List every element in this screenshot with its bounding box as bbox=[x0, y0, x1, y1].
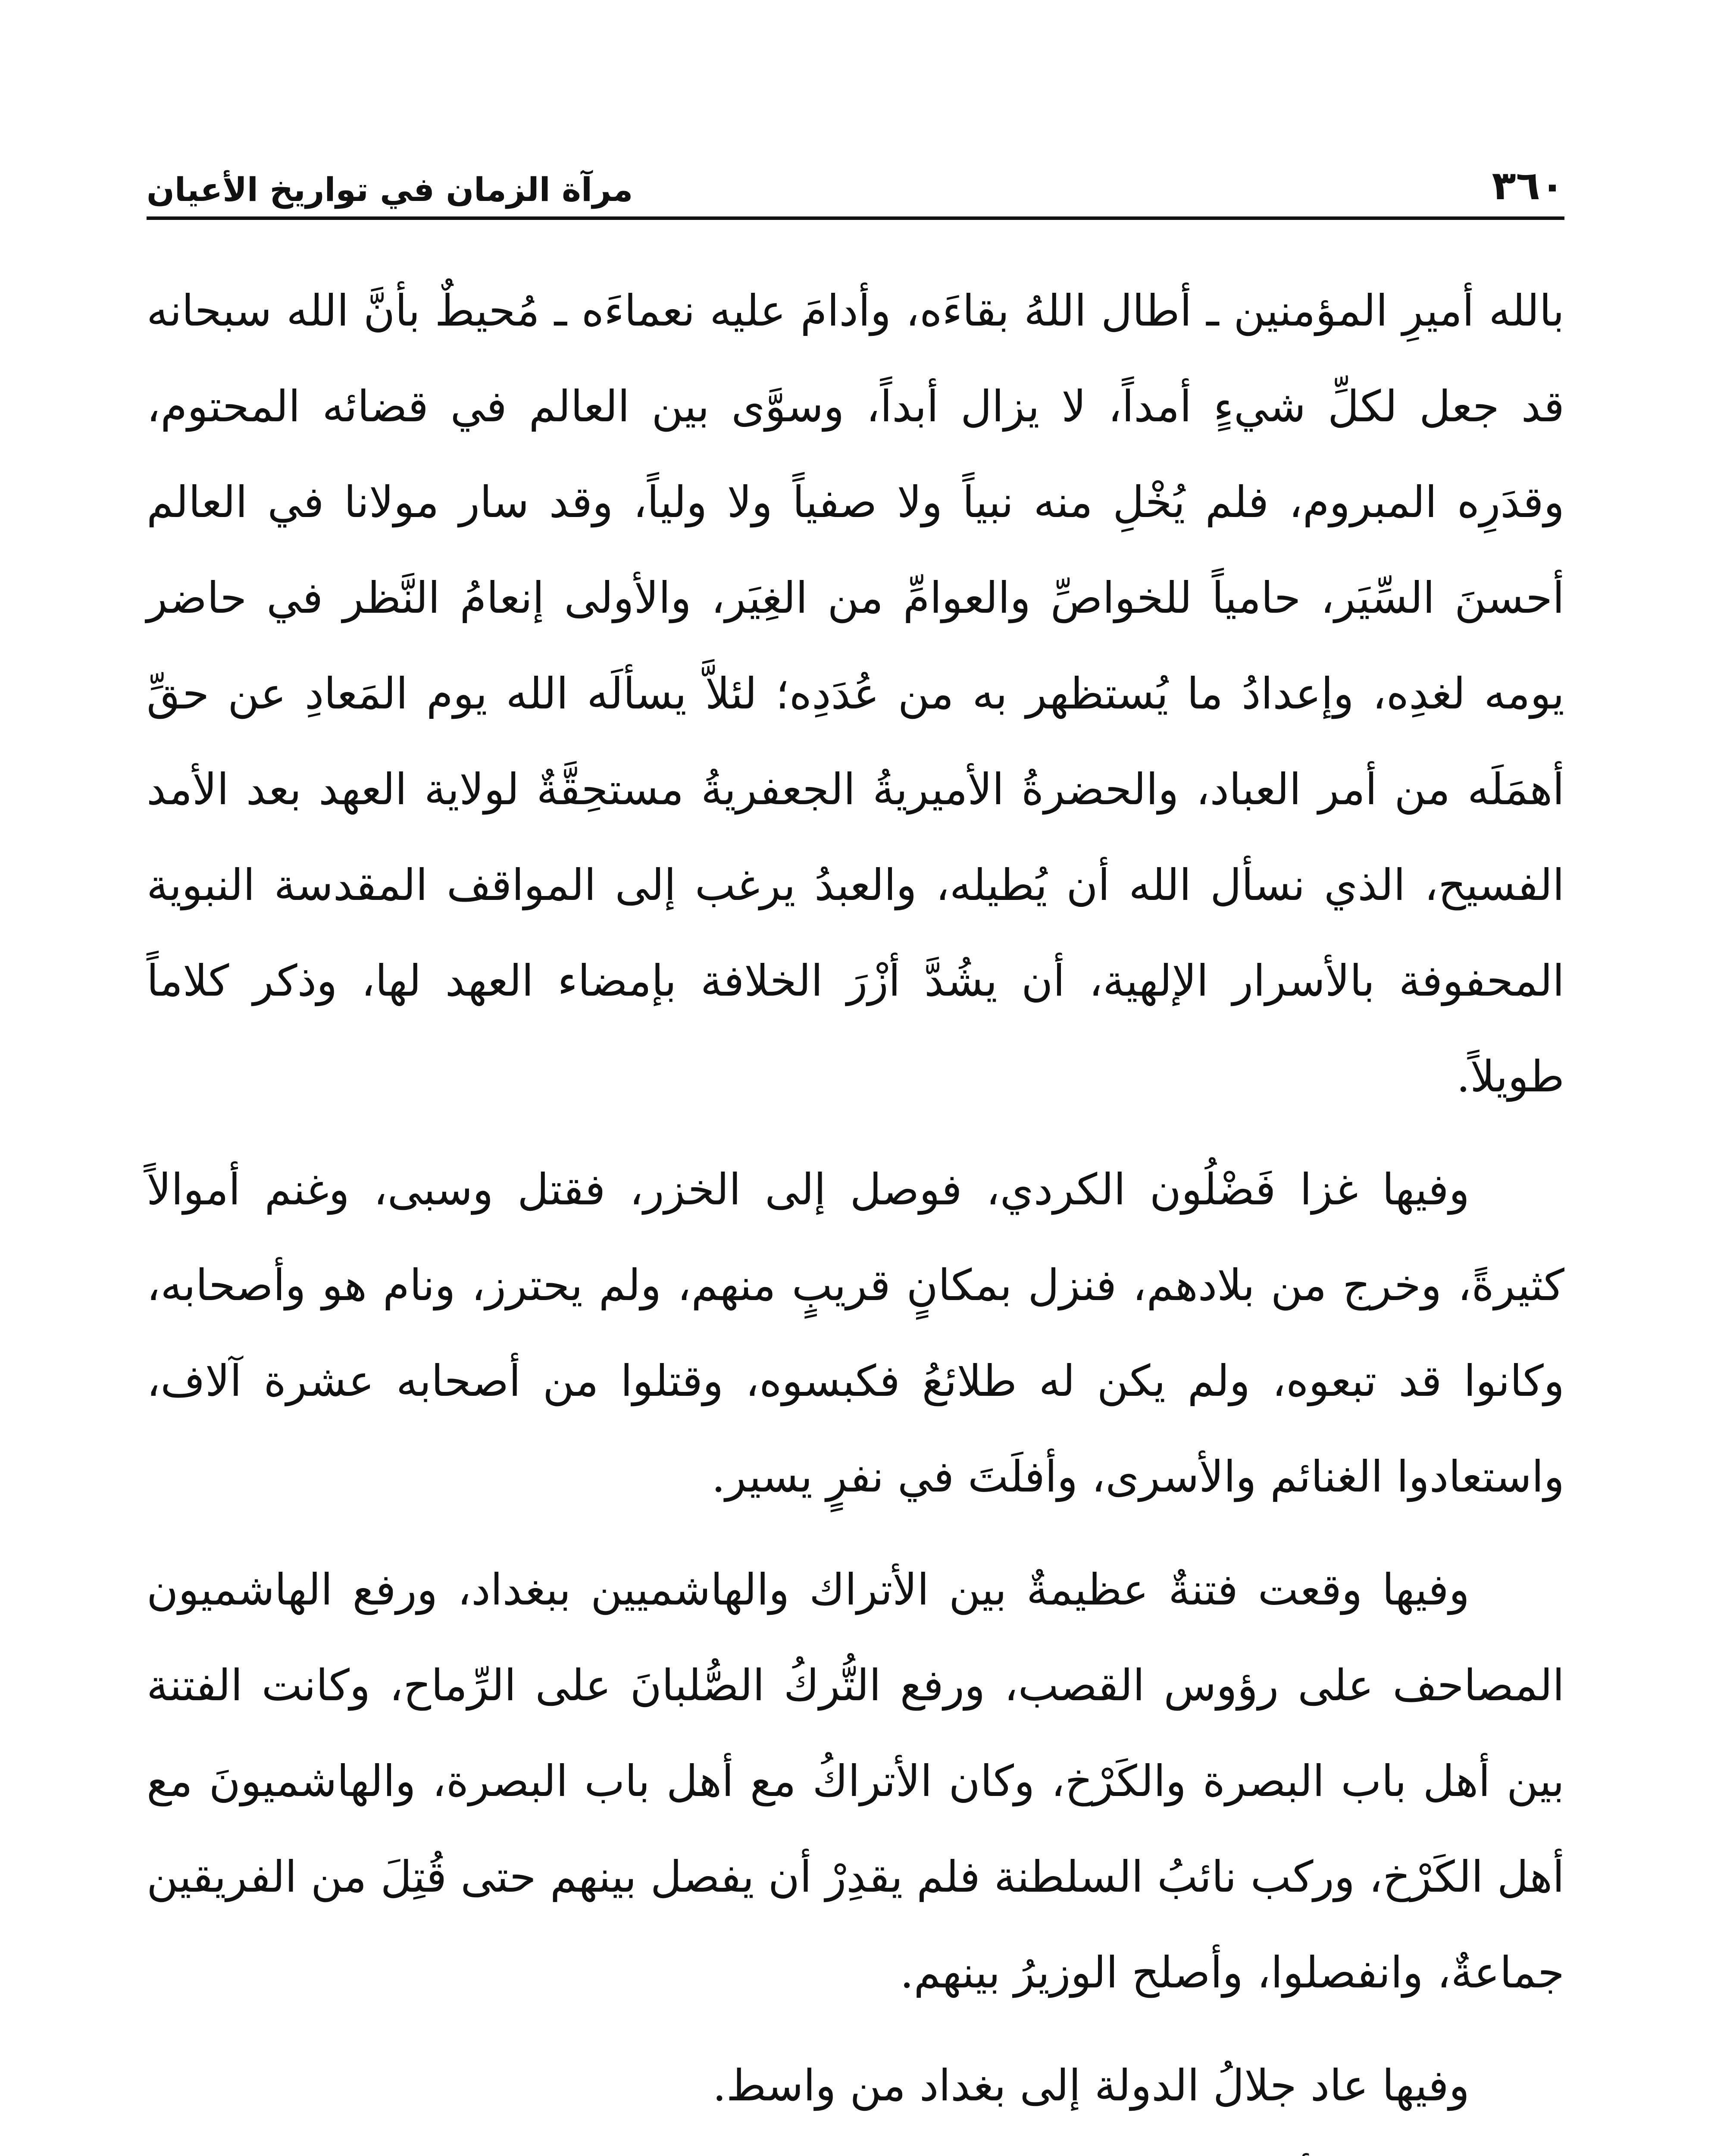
book-title: مرآة الزمان في تواريخ الأعيان bbox=[147, 170, 633, 209]
line-jalal-al-dawla: وفيها عاد جلالُ الدولة إلى بغداد من واسط. bbox=[712, 2060, 1470, 2111]
paragraph-fadlun-raid: وفيها غزا فَضْلُون الكردي، فوصل إلى الخزر، فقتل وسبى، وغنم أموالاً كثيرةً، وخرج من بلادهم، فنزل بمكانٍ قريبٍ منهم، ولم يحترز، ونام هو وأصحابه، وكانوا قد تبعوه، ولم يكن له طلائعُ فكبسوه، وقتلوا من أصحابه عشرة آلاف، واستعادوا الغنائم والأسرى، وأفلَتَ في نفرٍ يسير. bbox=[147, 1164, 1564, 1502]
running-header bbox=[147, 155, 1564, 220]
page-number: ٣٦٠ bbox=[1492, 163, 1564, 209]
paragraph-continuation: بالله أميرِ المؤمنين ـ أطال اللهُ بقاءَه، وأدامَ عليه نعماءَه ـ مُحيطٌ بأنَّ الله سبحانه قد جعل لكلِّ شيءٍ أمداً، لا يزال أبداً، وسوَّى بين العالم في قضائه المحتوم، وقدَرِه المبروم، فلم يُخْلِ منه نبياً ولا صفياً ولا ولياً، وقد سار مولانا في العالم أحسنَ السِّيَر، حامياً للخواصِّ والعوامِّ من الغِيَر، والأولى إنعامُ النَّظر في حاضر يومه لغدِه، وإعدادُ ما يُستظهر به من عُدَدِه؛ لئلاَّ يسألَه الله يوم المَعادِ عن حقِّ أهمَلَه من أمر العباد، والحضرةُ الأميريةُ الجعفريةُ مستحِقَّةٌ لولاية العهد بعد الأمد الفسيح، الذي نسأل الله أن يُطيله، والعبدُ يرغب إلى المواقف المقدسة النبوية المحفوفة بالأسرار الإلهية، أن يشُدَّ أزْرَ الخلافة بإمضاء العهد لها، وذكر كلاماً طويلاً. bbox=[147, 285, 1564, 1102]
body-text bbox=[147, 263, 1564, 2156]
paragraph-baghdad-fitna: وفيها وقعت فتنةٌ عظيمةٌ بين الأتراك والهاشميين ببغداد، ورفع الهاشميون المصاحف على رؤوس القصب، ورفع التُّركُ الصُّلبانَ على الرِّماح، وكانت الفتنة بين أهل باب البصرة والكَرْخ، وكان الأتراكُ مع أهل باب البصرة، والهاشميونَ مع أهل الكَرْخ، وركب نائبُ السلطنة فلم يقدِرْ أن يفصل بينهم حتى قُتِلَ من الفريقين جماعةٌ، وانفصلوا، وأصلح الوزيرُ بينهم. bbox=[147, 1564, 1564, 1998]
line-no-hajj bbox=[147, 2134, 1564, 2156]
